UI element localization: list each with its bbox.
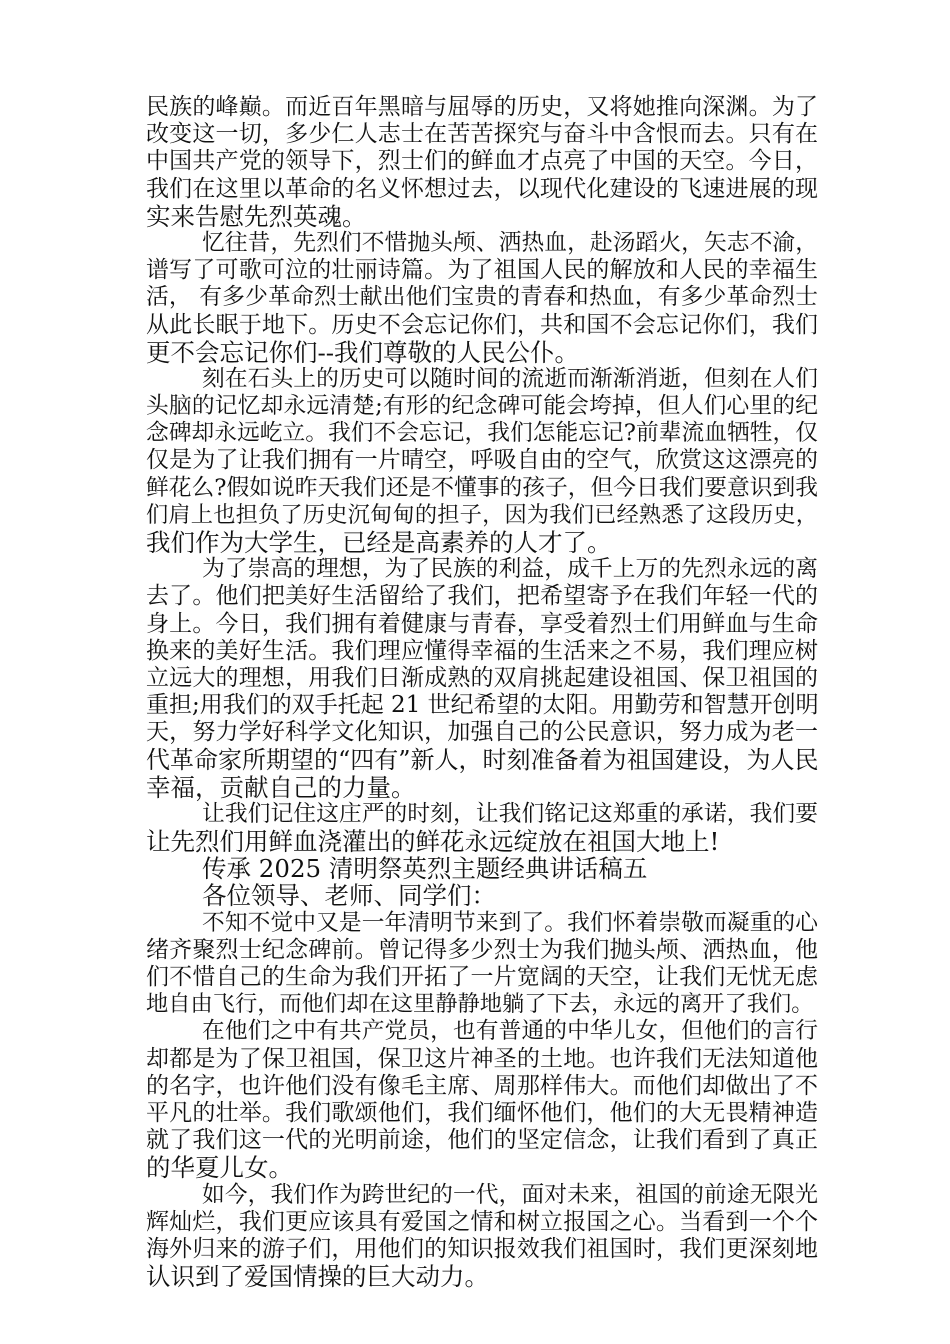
text-line: 立远大的理想，用我们日渐成熟的双肩挑起建设祖国、保卫祖国的 xyxy=(146,664,818,691)
text-line: 谱写了可歌可泣的壮丽诗篇。为了祖国人民的解放和人民的幸福生 xyxy=(146,257,818,284)
text-line: 民族的峰巅。而近百年黑暗与屈辱的历史，又将她推向深渊。为了 xyxy=(146,94,818,120)
text-line: 平凡的壮举。我们歌颂他们，我们缅怀他们，他们的大无畏精神造 xyxy=(146,1099,818,1126)
text-line: 忆往昔，先烈们不惜抛头颅、洒热血，赴汤蹈火，矢志不渝， xyxy=(202,229,818,256)
text-line: 们不惜自己的生命为我们开拓了一片宽阔的天空，让我们无忧无虑 xyxy=(146,964,818,990)
text-line: 各位领导、老师、同学们： xyxy=(202,881,496,911)
text-line: 海外归来的游子们，用他们的知识报效我们祖国时，我们更深刻地 xyxy=(146,1235,818,1262)
text-line: 却都是为了保卫祖国，保卫这片神圣的土地。也许我们无法知道他 xyxy=(146,1045,818,1072)
text-line: 鲜花么?假如说昨天我们还是不懂事的孩子，但今日我们要意识到我 xyxy=(146,474,818,501)
text-line: 刻在石头上的历史可以随时间的流逝而渐渐消逝，但刻在人们 xyxy=(202,365,818,392)
text-line: 仅是为了让我们拥有一片晴空，呼吸自由的空气，欣赏这这漂亮的 xyxy=(146,447,818,474)
text-line: 的名字，也许他们没有像毛主席、周那样伟大。而他们却做出了不 xyxy=(146,1072,818,1099)
text-line: 传承 2025 清明祭英烈主题经典讲话稿五 xyxy=(202,854,648,884)
text-line: 绪齐聚烈士纪念碑前。曾记得多少烈士为我们抛头颅、洒热血，他 xyxy=(146,936,818,963)
text-line: 从此长眠于地下。历史不会忘记你们，共和国不会忘记你们，我们 xyxy=(146,311,818,338)
text-line: 我们作为大学生，已经是高素养的人才了。 xyxy=(146,528,612,557)
text-line: 改变这一切，多少仁人志士在苦苦探究与奋斗中含恨而去。只有在 xyxy=(146,121,818,148)
text-line: 在他们之中有共产党员，也有普通的中华儿女，但他们的言行 xyxy=(202,1018,818,1045)
text-line: 代革命家所期望的“四有”新人，时刻准备着为祖国建设，为人民 xyxy=(146,745,819,774)
document-body xyxy=(146,94,818,1290)
text-line: 天，努力学好科学文化知识，加强自己的公民意识，努力成为老一 xyxy=(146,719,818,746)
text-line: 更不会忘记你们--我们尊敬的人民公仆。 xyxy=(146,337,580,367)
text-line: 的华夏儿女。 xyxy=(146,1153,293,1183)
text-line: 地自由飞行，而他们却在这里静静地躺了下去，永远的离开了我们。 xyxy=(146,991,814,1018)
text-line: 实来告慰先烈英魂。 xyxy=(146,201,367,231)
text-line: 不知不觉中又是一年清明节来到了。我们怀着崇敬而凝重的心 xyxy=(202,909,818,936)
text-line: 活， 有多少革命烈士献出他们宝贵的青春和热血，有多少革命烈士 xyxy=(146,284,818,311)
text-line: 我们在这里以革命的名义怀想过去，以现代化建设的飞速进展的现 xyxy=(146,175,818,202)
text-line: 头脑的记忆却永远清楚;有形的纪念碑可能会垮掉，但人们心里的纪 xyxy=(146,393,818,420)
text-line: 幸福，贡献自己的力量。 xyxy=(146,772,416,802)
text-line: 念碑却永远屹立。我们不会忘记，我们怎能忘记?前辈流血牺牲，仅 xyxy=(146,420,818,447)
text-line: 为了崇高的理想，为了民族的利益，成千上万的先烈永远的离 xyxy=(202,556,818,583)
text-line: 让先烈们用鲜血浇灌出的鲜花永远绽放在祖国大地上! xyxy=(146,827,720,857)
text-line: 就了我们这一代的光明前途，他们的坚定信念，让我们看到了真正 xyxy=(146,1127,818,1154)
text-line: 重担;用我们的双手托起 21 世纪希望的太阳。用勤劳和智慧开创明 xyxy=(146,692,819,719)
text-line: 认识到了爱国情操的巨大动力。 xyxy=(146,1262,489,1292)
text-line: 如今，我们作为跨世纪的一代，面对未来，祖国的前途无限光 xyxy=(202,1181,818,1208)
text-line: 换来的美好生活。我们理应懂得幸福的生活来之不易，我们理应树 xyxy=(146,637,818,664)
text-line: 们肩上也担负了历史沉甸甸的担子，因为我们已经熟悉了这段历史， xyxy=(146,501,818,528)
text-line: 身上。今日，我们拥有着健康与青春，享受着烈士们用鲜血与生命 xyxy=(146,610,818,637)
text-line: 中国共产党的领导下，烈士们的鲜血才点亮了中国的天空。今日， xyxy=(146,148,818,175)
text-line: 辉灿烂，我们更应该具有爱国之情和树立报国之心。当看到一个个 xyxy=(146,1208,818,1235)
text-line: 去了。他们把美好生活留给了我们，把希望寄予在我们年轻一代的 xyxy=(146,583,818,610)
text-line: 让我们记住这庄严的时刻，让我们铭记这郑重的承诺，我们要 xyxy=(202,800,818,827)
